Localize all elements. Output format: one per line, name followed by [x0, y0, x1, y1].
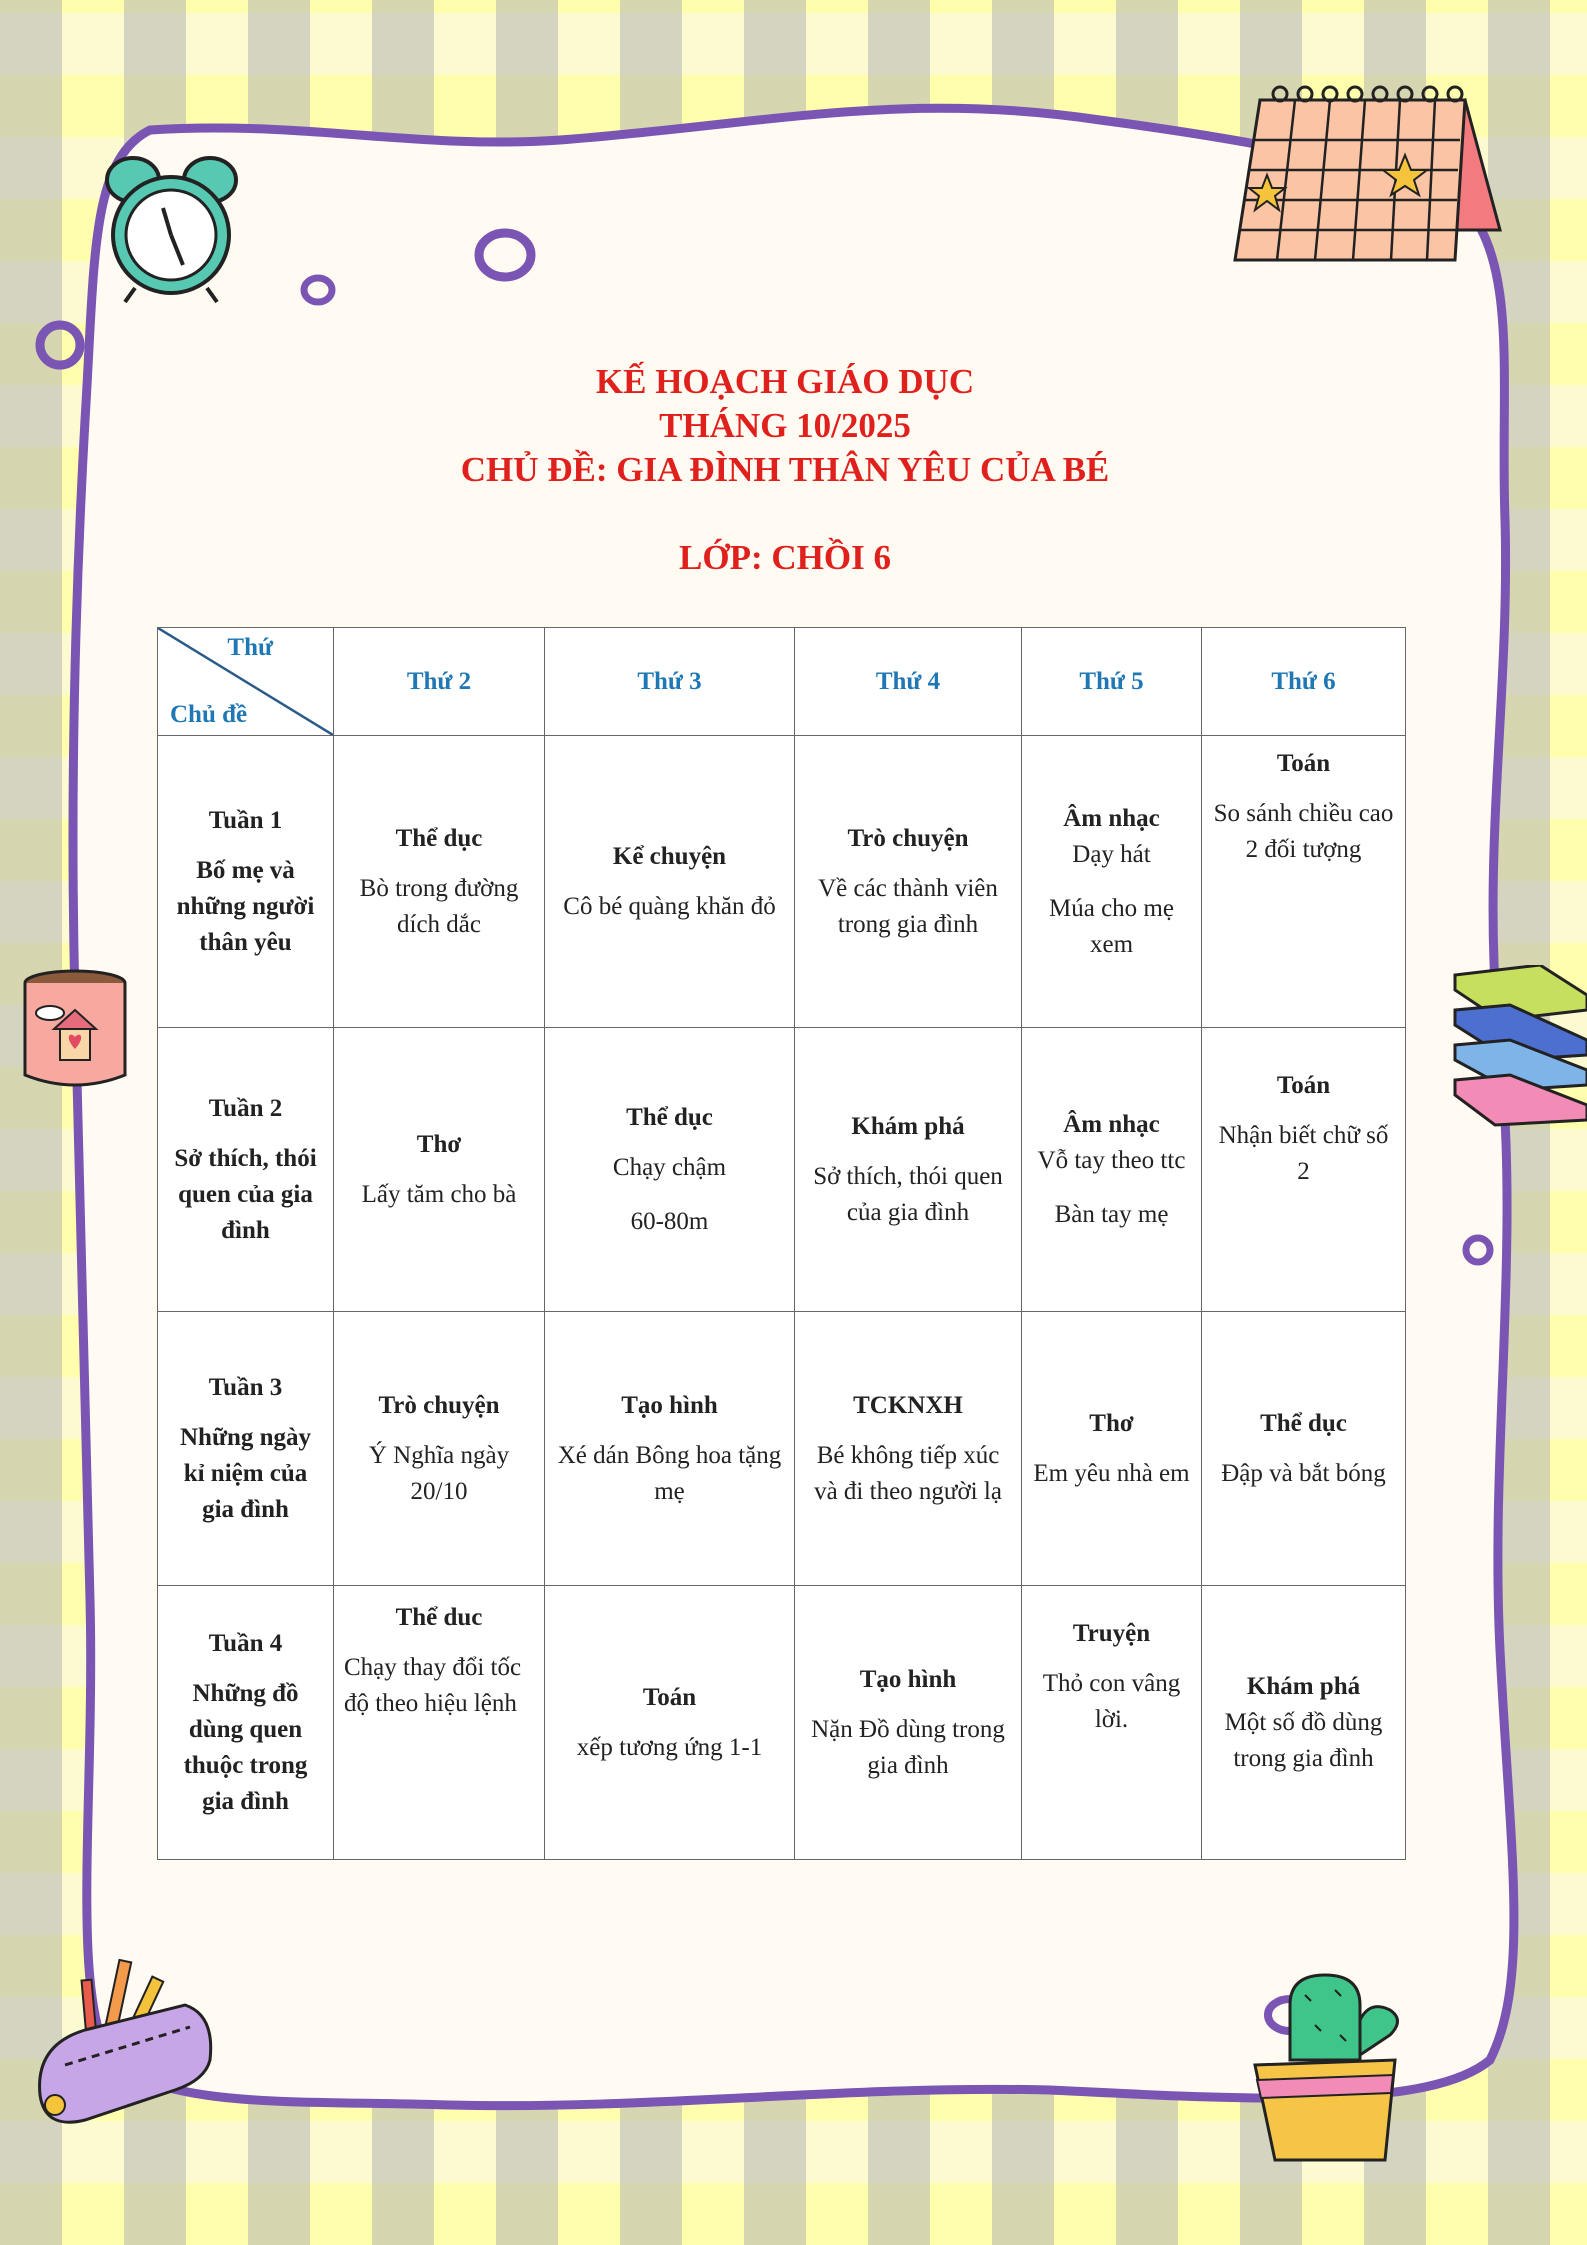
week-cell	[158, 1312, 334, 1586]
activity-text: Ý Nghĩa ngày 20/10	[368, 1441, 510, 1505]
week-label: Tuần 3	[208, 1373, 283, 1401]
week-topic: Sở thích, thói quen của gia đình	[174, 1144, 317, 1244]
activity-text: So sánh chiều cao 2 đối tượng	[1213, 800, 1394, 863]
activity-cell	[545, 1586, 795, 1860]
mug-icon	[20, 965, 130, 1095]
activity-cell	[1202, 736, 1406, 1028]
subject-label: Thể dục	[1260, 1409, 1347, 1437]
activity-text: Em yêu nhà em	[1033, 1459, 1190, 1487]
books-icon	[1450, 965, 1587, 1130]
header-theme: CHỦ ĐỀ: GIA ĐÌNH THÂN YÊU CỦA BÉ	[460, 450, 1110, 489]
activity-text: Thỏ con vâng lời.	[1042, 1670, 1181, 1733]
table-row	[158, 736, 1406, 1028]
subject-label: Trò chuyện	[378, 1391, 500, 1419]
activity-text: Bé không tiếp xúc và đi theo người lạ	[814, 1441, 1002, 1505]
activity-cell	[795, 1586, 1022, 1860]
table-row	[158, 1028, 1406, 1312]
subject-label: Kể chuyện	[612, 842, 727, 870]
activity-cell	[545, 1312, 795, 1586]
subject-label: Âm nhạc	[1063, 804, 1160, 832]
week-label: Tuần 2	[208, 1094, 283, 1122]
subject-label: Thể dục	[626, 1103, 713, 1131]
alarm-clock-icon	[85, 140, 255, 310]
activity-cell	[1022, 1586, 1202, 1860]
corner-header-cell	[158, 628, 334, 736]
activity-text: Chạy chậm	[612, 1153, 727, 1181]
subject-label: Thể duc	[395, 1604, 483, 1631]
week-cell	[158, 1586, 334, 1860]
activity-cell	[795, 1312, 1022, 1586]
activity-text: Cô bé quàng khăn đỏ	[563, 892, 776, 920]
day-header: Thứ 3	[545, 628, 795, 736]
activity-cell	[795, 1028, 1022, 1312]
header-title: KẾ HOẠCH GIÁO DỤC	[595, 362, 975, 401]
activity-cell	[334, 1028, 545, 1312]
document-content	[120, 300, 1450, 1950]
corner-topic-label: Chủ đề	[170, 701, 248, 728]
day-header: Thứ 6	[1202, 628, 1406, 736]
day-header: Thứ 4	[795, 628, 1022, 736]
activity-cell	[334, 1312, 545, 1586]
subject-label: Thơ	[1089, 1409, 1134, 1437]
pencil-case-icon	[25, 1945, 215, 2145]
subject-label: Trò chuyện	[847, 824, 969, 852]
table-row	[158, 1312, 1406, 1586]
activity-text: xếp tương ứng 1-1	[576, 1733, 763, 1761]
calendar-icon	[1215, 80, 1505, 270]
activity-text: Vỗ tay theo ttc	[1037, 1146, 1186, 1174]
day-header: Thứ 5	[1022, 628, 1202, 736]
week-label: Tuần 1	[208, 806, 283, 834]
subject-label: Âm nhạc	[1063, 1110, 1160, 1138]
subject-label: Thể dục	[395, 824, 483, 852]
subject-label: Thơ	[416, 1130, 462, 1158]
subject-label: TCKNXH	[853, 1391, 963, 1419]
activity-text: Đập và bắt bóng	[1221, 1459, 1386, 1487]
activity-text-secondary: Múa cho mẹ xem	[1049, 894, 1174, 958]
week-topic: Bố mẹ và những người thân yêu	[176, 856, 315, 956]
activity-cell	[545, 736, 795, 1028]
activity-text: Chạy thay đổi tốc độ theo hiệu lệnh	[344, 1654, 522, 1717]
activity-text: Về các thành viên trong gia đình	[818, 874, 998, 938]
activity-text: Một số đồ dùng trong gia đình	[1224, 1708, 1383, 1772]
table-header-row	[158, 628, 1406, 736]
document-header	[120, 360, 1450, 580]
subject-label: Tạo hình	[621, 1391, 718, 1419]
activity-text: Dạy hát	[1072, 840, 1151, 868]
subject-label: Truyện	[1072, 1620, 1151, 1647]
header-class: LỚP: CHỒI 6	[679, 538, 891, 577]
activity-text: Bò trong đường dích dắc	[359, 874, 519, 938]
day-header: Thứ 2	[334, 628, 545, 736]
activity-cell	[1202, 1028, 1406, 1312]
activity-cell	[1202, 1586, 1406, 1860]
activity-cell	[334, 736, 545, 1028]
activity-cell	[795, 736, 1022, 1028]
activity-text-secondary: 60-80m	[630, 1207, 709, 1235]
corner-day-label: Thứ	[227, 634, 273, 661]
activity-text-secondary: Bàn tay mẹ	[1054, 1200, 1169, 1228]
header-month: THÁNG 10/2025	[659, 406, 911, 445]
week-topic: Những ngày kỉ niệm của gia đình	[179, 1423, 312, 1523]
activity-text: Nặn Đồ dùng trong gia đình	[811, 1715, 1005, 1779]
subject-label: Khám phá	[1246, 1672, 1361, 1700]
week-cell	[158, 736, 334, 1028]
activity-cell	[334, 1586, 545, 1860]
activity-text: Sở thích, thói quen của gia đình	[813, 1162, 1003, 1226]
activity-text: Xé dán Bông hoa tặng mẹ	[557, 1441, 782, 1505]
subject-label: Toán	[1276, 1072, 1331, 1099]
activity-cell	[1022, 1312, 1202, 1586]
week-cell	[158, 1028, 334, 1312]
subject-label: Toán	[642, 1683, 697, 1711]
cactus-icon	[1245, 1965, 1435, 2165]
activity-cell	[1022, 736, 1202, 1028]
week-label: Tuần 4	[208, 1629, 283, 1657]
activity-cell	[1022, 1028, 1202, 1312]
activity-cell	[1202, 1312, 1406, 1586]
activity-cell	[545, 1028, 795, 1312]
subject-label: Tạo hình	[859, 1665, 957, 1693]
education-plan-table	[157, 627, 1406, 1860]
week-topic: Những đồ dùng quen thuộc trong gia đình	[183, 1679, 308, 1815]
subject-label: Khám phá	[851, 1112, 965, 1140]
subject-label: Toán	[1276, 750, 1331, 777]
activity-text: Lấy tăm cho bà	[361, 1180, 517, 1208]
activity-text: Nhận biết chữ số 2	[1218, 1122, 1389, 1185]
table-row	[158, 1586, 1406, 1860]
